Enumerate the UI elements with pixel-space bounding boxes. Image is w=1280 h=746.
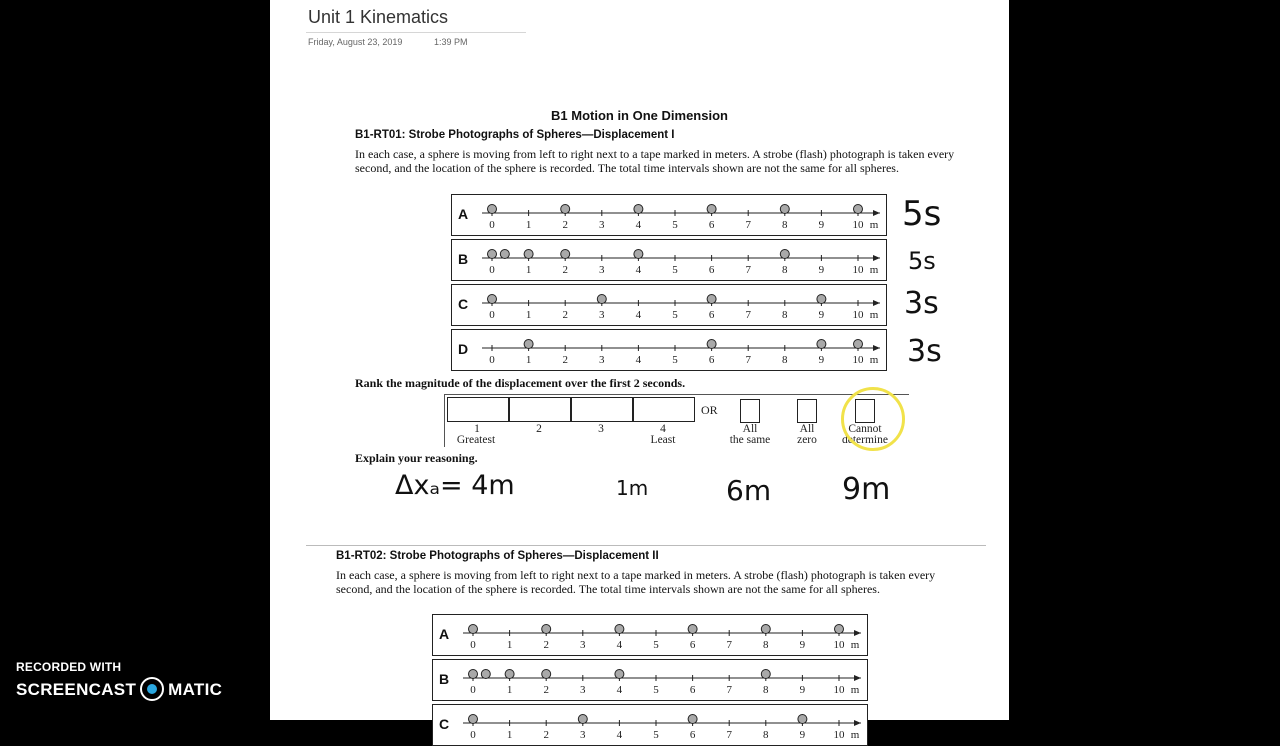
- tick-label: 0: [489, 264, 495, 276]
- unit-label: m: [869, 354, 879, 366]
- tick-label: 1: [525, 309, 532, 321]
- tick-label: 0: [489, 309, 495, 321]
- rank-label-greatest: Greatest: [456, 434, 496, 446]
- task2-tape-c: [433, 705, 867, 745]
- tick-label: 3: [580, 639, 586, 651]
- tick-label: 1: [525, 264, 532, 276]
- task1-tape-a: [452, 195, 886, 235]
- task1-tape-d: [452, 330, 886, 370]
- tick-label: 3: [599, 354, 605, 366]
- note-time: 1:39 PM: [434, 37, 468, 47]
- tick-label: 5: [653, 684, 659, 696]
- cannot-label-1: Cannot: [848, 423, 882, 435]
- sphere-mark: [469, 715, 478, 724]
- notebook-page: [270, 0, 1009, 741]
- sphere-mark: [469, 625, 478, 634]
- handwritten-time-b: 5s: [908, 247, 936, 275]
- arrow-head-icon: [873, 210, 880, 216]
- sphere-mark: [817, 295, 826, 304]
- sphere-mark: [817, 340, 826, 349]
- sphere-mark: [597, 295, 606, 304]
- tick-label: 4: [616, 639, 623, 651]
- tick-label: 3: [599, 309, 605, 321]
- task1-strip-a: [451, 194, 887, 236]
- sphere-mark: [835, 625, 844, 634]
- tick-label: 9: [818, 219, 825, 231]
- sphere-mark: [854, 205, 863, 214]
- sphere-mark: [798, 715, 807, 724]
- sphere-mark: [524, 340, 533, 349]
- sphere-mark: [780, 250, 789, 259]
- tick-label: 2: [543, 729, 549, 741]
- rank-box-2[interactable]: [509, 397, 571, 422]
- tick-label: 4: [616, 684, 623, 696]
- task1-strip-label-a: A: [458, 206, 469, 222]
- task2-strip-c: [432, 704, 868, 746]
- task1-title: B1-RT01: Strobe Photographs of Spheres—Displacement I: [355, 129, 675, 141]
- tick-label: 2: [562, 354, 568, 366]
- handwritten-answer-d: 9m: [842, 472, 891, 507]
- note-title[interactable]: Unit 1 Kinematics: [308, 7, 449, 27]
- tick-label: 7: [745, 309, 751, 321]
- sphere-mark: [505, 670, 514, 679]
- tick-label: 2: [562, 219, 568, 231]
- sphere-mark: [524, 250, 533, 259]
- tick-label: 2: [562, 309, 568, 321]
- handwritten-answer-a: Δxₐ= 4m: [395, 470, 515, 501]
- sphere-mark: [500, 250, 509, 259]
- tick-label: 0: [470, 684, 476, 696]
- task1-strip-label-c: C: [458, 296, 469, 312]
- tick-label: 10: [833, 639, 845, 651]
- tick-label: 6: [689, 729, 696, 741]
- screencast-watermark: [16, 660, 223, 699]
- sphere-mark: [488, 295, 497, 304]
- sphere-mark: [488, 205, 497, 214]
- tick-label: 1: [506, 639, 513, 651]
- sphere-mark: [488, 250, 497, 259]
- tick-label: 4: [635, 264, 642, 276]
- tick-label: 10: [833, 684, 845, 696]
- brand-right: MATIC: [168, 680, 223, 699]
- task2-strip-a: [432, 614, 868, 656]
- tick-label: 5: [672, 354, 678, 366]
- unit-label: m: [869, 309, 879, 321]
- rank-label-4: 4: [660, 423, 666, 435]
- arrow-head-icon: [854, 630, 861, 636]
- tick-label: 9: [799, 639, 806, 651]
- tick-label: 0: [489, 354, 495, 366]
- tick-label: 5: [672, 309, 678, 321]
- tick-label: 4: [635, 309, 642, 321]
- tick-label: 7: [726, 684, 732, 696]
- tick-label: 7: [745, 219, 751, 231]
- tick-label: 8: [782, 219, 788, 231]
- task2-strip-label-c: C: [439, 716, 450, 732]
- or-label: OR: [701, 403, 718, 417]
- task1-strip-label-b: B: [458, 251, 469, 267]
- task2-tape-b: [433, 660, 867, 700]
- tick-label: 0: [489, 219, 495, 231]
- sphere-mark: [854, 340, 863, 349]
- sphere-mark: [542, 625, 551, 634]
- sphere-mark: [578, 715, 587, 724]
- cannot-label-2: determine: [842, 434, 888, 446]
- tick-label: 6: [689, 684, 696, 696]
- tick-label: 6: [708, 219, 715, 231]
- screencast-logo-icon: [140, 677, 164, 701]
- task2-strip-label-b: B: [439, 671, 450, 687]
- tick-label: 10: [852, 354, 864, 366]
- task2-title: B1-RT02: Strobe Photographs of Spheres—Displacement II: [336, 550, 659, 562]
- screencast-brand: [16, 680, 222, 701]
- sphere-mark: [469, 670, 478, 679]
- tick-label: 9: [818, 354, 825, 366]
- tick-label: 8: [763, 639, 769, 651]
- sphere-mark: [634, 205, 643, 214]
- tick-label: 1: [525, 354, 532, 366]
- tick-label: 8: [782, 309, 788, 321]
- rank-box-3[interactable]: [571, 397, 633, 422]
- handwritten-time-d: 3s: [907, 334, 942, 369]
- task2-tape-a: [433, 615, 867, 655]
- tick-label: 5: [653, 729, 659, 741]
- worksheet-heading: B1 Motion in One Dimension: [551, 108, 728, 123]
- all-zero-label-1: All: [799, 423, 815, 435]
- rank-prompt: Rank the magnitude of the displacement over the first 2 seconds.: [355, 376, 686, 390]
- tick-label: 4: [635, 219, 642, 231]
- tick-label: 7: [726, 729, 732, 741]
- task1-tape-b: [452, 240, 886, 280]
- tick-label: 8: [782, 264, 788, 276]
- sphere-mark: [542, 670, 551, 679]
- arrow-head-icon: [854, 675, 861, 681]
- tick-label: 3: [599, 219, 605, 231]
- tick-label: 6: [708, 354, 715, 366]
- tick-label: 5: [653, 639, 659, 651]
- rank-box-1[interactable]: [447, 397, 509, 422]
- all-zero-label-2: zero: [797, 434, 817, 446]
- tick-label: 0: [470, 729, 476, 741]
- tick-label: 1: [506, 684, 513, 696]
- arrow-head-icon: [854, 720, 861, 726]
- tick-label: 6: [689, 639, 696, 651]
- tick-label: 10: [852, 219, 864, 231]
- all-zero-box[interactable]: [797, 399, 817, 423]
- handwritten-answer-b: 1m: [616, 476, 649, 500]
- tick-label: 8: [782, 354, 788, 366]
- tick-label: 9: [818, 309, 825, 321]
- title-underline: [306, 32, 526, 33]
- tick-label: 8: [763, 684, 769, 696]
- unit-label: m: [869, 264, 879, 276]
- tick-label: 8: [763, 729, 769, 741]
- tick-label: 5: [672, 264, 678, 276]
- handwritten-time-a: 5s: [902, 194, 942, 234]
- note-date: Friday, August 23, 2019: [308, 37, 403, 47]
- recorded-with-label: RECORDED WITH: [16, 660, 122, 674]
- cannot-determine-box[interactable]: [855, 399, 875, 423]
- ranking-grid: [444, 394, 909, 447]
- handwritten-answer-c: 6m: [726, 474, 772, 507]
- unit-label: m: [869, 219, 879, 231]
- tick-label: 7: [745, 354, 751, 366]
- task1-strip-b: [451, 239, 887, 281]
- sphere-mark: [761, 625, 770, 634]
- tick-label: 4: [635, 354, 642, 366]
- tick-label: 1: [506, 729, 513, 741]
- sphere-mark: [481, 670, 490, 679]
- tick-label: 9: [799, 684, 806, 696]
- all-same-label-1: All: [742, 423, 758, 435]
- sphere-mark: [615, 625, 624, 634]
- rank-box-4[interactable]: [633, 397, 695, 422]
- all-same-label-2: the same: [729, 434, 771, 446]
- tick-label: 7: [726, 639, 732, 651]
- explain-prompt: Explain your reasoning.: [355, 451, 478, 465]
- sphere-mark: [634, 250, 643, 259]
- tick-label: 1: [525, 219, 532, 231]
- tick-label: 3: [599, 264, 605, 276]
- sphere-mark: [561, 205, 570, 214]
- sphere-mark: [707, 295, 716, 304]
- handwritten-time-c: 3s: [904, 286, 939, 321]
- tick-label: 4: [616, 729, 623, 741]
- rank-label-1: 1: [474, 423, 480, 435]
- tick-label: 7: [745, 264, 751, 276]
- sphere-mark: [615, 670, 624, 679]
- sphere-mark: [780, 205, 789, 214]
- tick-label: 2: [543, 684, 549, 696]
- arrow-head-icon: [873, 300, 880, 306]
- section-separator: [306, 545, 986, 546]
- task1-strip-label-d: D: [458, 341, 469, 357]
- all-same-box[interactable]: [740, 399, 760, 423]
- tick-label: 6: [708, 264, 715, 276]
- tick-label: 5: [672, 219, 678, 231]
- task2-strip-b: [432, 659, 868, 701]
- unit-label: m: [850, 684, 860, 696]
- unit-label: m: [850, 729, 860, 741]
- unit-label: m: [850, 639, 860, 651]
- task2-paragraph: In each case, a sphere is moving from left to right next to a tape marked in meters. A strobe (flash) photograph is taken every second, and the location of the sphere is recorded. The total time intervals shown are not the same for all spheres.: [336, 568, 936, 596]
- brand-left: SCREENCAST: [16, 680, 137, 699]
- tick-label: 9: [818, 264, 825, 276]
- sphere-mark: [688, 625, 697, 634]
- sphere-mark: [561, 250, 570, 259]
- tick-label: 3: [580, 684, 586, 696]
- rank-label-3: 3: [598, 423, 604, 435]
- arrow-head-icon: [873, 345, 880, 351]
- rank-label-least: Least: [650, 434, 676, 446]
- tick-label: 10: [852, 309, 864, 321]
- task1-paragraph: In each case, a sphere is moving from left to right next to a tape marked in meters. A strobe (flash) photograph is taken every second, and the location of the sphere is recorded. The total time intervals shown are not the same for all spheres.: [355, 147, 955, 175]
- sphere-mark: [688, 715, 697, 724]
- task1-strip-c: [451, 284, 887, 326]
- tick-label: 10: [852, 264, 864, 276]
- tick-label: 2: [543, 639, 549, 651]
- rank-label-2: 2: [536, 423, 542, 435]
- tick-label: 3: [580, 729, 586, 741]
- task1-strip-d: [451, 329, 887, 371]
- tick-label: 10: [833, 729, 845, 741]
- tick-label: 2: [562, 264, 568, 276]
- sphere-mark: [707, 340, 716, 349]
- task1-tape-c: [452, 285, 886, 325]
- sphere-mark: [761, 670, 770, 679]
- tick-label: 0: [470, 639, 476, 651]
- arrow-head-icon: [873, 255, 880, 261]
- task2-strip-label-a: A: [439, 626, 450, 642]
- tick-label: 9: [799, 729, 806, 741]
- tick-label: 6: [708, 309, 715, 321]
- sphere-mark: [707, 205, 716, 214]
